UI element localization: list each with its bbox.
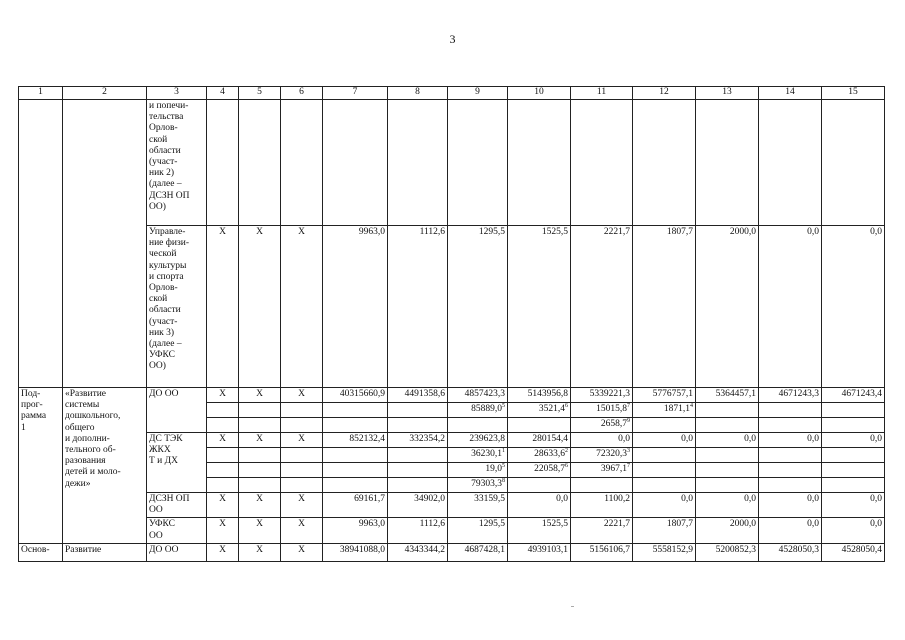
table-cell [696, 518, 759, 543]
table-cell [508, 543, 571, 561]
table-cell [147, 543, 207, 561]
cell-text: Х [298, 544, 305, 555]
column-header-14: 14 [759, 87, 822, 100]
table-cell [239, 100, 281, 226]
footnote-marker: 5 [502, 402, 505, 409]
table-cell [448, 478, 508, 493]
table-cell [571, 463, 633, 478]
cell-text: Х [219, 227, 226, 237]
table-cell [822, 388, 885, 403]
cell-text: 5200852,3 [715, 544, 756, 555]
table-cell [759, 418, 822, 433]
table-cell [323, 448, 388, 463]
cell-text: 79303,3 [471, 479, 502, 489]
column-header-2: 2 [63, 87, 147, 100]
budget-table [18, 86, 885, 562]
cell-text: 4491358,6 [404, 389, 445, 399]
table-cell [759, 448, 822, 463]
table-cell [239, 543, 281, 561]
table-cell [633, 448, 696, 463]
table-cell [696, 493, 759, 518]
footnote-marker: 3 [627, 447, 630, 454]
table-cell [281, 543, 323, 561]
cell-text: 1295,5 [478, 519, 505, 530]
table-cell [448, 493, 508, 518]
cell-text: Развитие [65, 544, 102, 555]
cell-text: 36230,1 [471, 449, 502, 459]
table-cell [633, 403, 696, 418]
table-cell [696, 418, 759, 433]
cell-text: Х [298, 389, 305, 399]
cell-text: 15015,8 [596, 404, 627, 414]
table-cell [822, 448, 885, 463]
table-cell [207, 448, 239, 463]
table-cell [759, 388, 822, 403]
table-cell [323, 478, 388, 493]
cell-text: 28633,6 [534, 449, 565, 459]
cell-text: 1100,2 [604, 494, 630, 504]
table-cell [388, 478, 448, 493]
table-row [19, 100, 885, 226]
table-cell [147, 226, 207, 388]
cell-text: 1871,1 [663, 404, 690, 414]
table-cell [147, 493, 207, 518]
table-cell [571, 518, 633, 543]
cell-text: 22058,7 [534, 464, 565, 474]
cell-text: 0,0 [681, 494, 693, 504]
cell-text: 1807,7 [666, 227, 693, 237]
cell-text: 0,0 [807, 227, 819, 237]
cell-text: 0,0 [870, 519, 882, 530]
cell-text: «Развитие системы дошкольного, общего и дополни- тельного об- разования детей и моло- дежи» [65, 389, 121, 489]
footnote-marker: 5 [502, 462, 505, 469]
cell-text: 19,0 [485, 464, 502, 474]
table-cell [323, 418, 388, 433]
table-cell [239, 418, 281, 433]
table-cell [822, 100, 885, 226]
footnote-marker: 7 [627, 402, 630, 409]
table-cell [239, 463, 281, 478]
cell-text: 332354,2 [409, 434, 445, 444]
table-cell [759, 478, 822, 493]
table-cell [63, 543, 147, 561]
cell-text: Х [256, 519, 263, 530]
cell-text: 280154,4 [532, 434, 568, 444]
table-cell [388, 100, 448, 226]
table-cell [571, 478, 633, 493]
table-cell [696, 100, 759, 226]
cell-text: 4857423,3 [464, 389, 505, 399]
table-cell [759, 226, 822, 388]
cell-text: 5364457,1 [715, 389, 756, 399]
table-cell [822, 418, 885, 433]
cell-text: Х [298, 494, 305, 504]
column-header-11: 11 [571, 87, 633, 100]
scan-mark [571, 606, 574, 607]
header-row [19, 87, 885, 100]
table-cell [571, 403, 633, 418]
table-cell [448, 518, 508, 543]
column-header-3: 3 [147, 87, 207, 100]
table-cell [281, 418, 323, 433]
table-cell [508, 448, 571, 463]
table-cell [323, 543, 388, 561]
table-cell [207, 403, 239, 418]
table-cell [207, 493, 239, 518]
table-row [19, 433, 885, 448]
table-cell [633, 518, 696, 543]
cell-text: 4687428,1 [464, 544, 505, 555]
cell-text: Х [256, 389, 263, 399]
cell-text: 1807,7 [666, 519, 693, 530]
table-cell [508, 418, 571, 433]
table-cell [388, 418, 448, 433]
table-cell [63, 388, 147, 544]
cell-text: 0,0 [807, 519, 819, 530]
table-cell [207, 433, 239, 448]
table-cell [696, 226, 759, 388]
cell-text: Х [298, 519, 305, 530]
cell-text: 4671243,4 [841, 389, 882, 399]
cell-text: 9963,0 [358, 519, 385, 530]
table-cell [207, 226, 239, 388]
table-cell [696, 433, 759, 448]
cell-text: 5339221,3 [589, 389, 630, 399]
table-cell [822, 433, 885, 448]
table-cell [207, 478, 239, 493]
cell-text: Х [298, 434, 305, 444]
cell-text: Х [219, 544, 226, 555]
table-cell [281, 493, 323, 518]
column-header-15: 15 [822, 87, 885, 100]
table-cell [323, 403, 388, 418]
column-header-5: 5 [239, 87, 281, 100]
table-cell [822, 493, 885, 518]
table-cell [696, 478, 759, 493]
table-body [19, 87, 885, 562]
footnote-marker: 6 [565, 402, 568, 409]
table-cell [508, 388, 571, 403]
table-cell [508, 493, 571, 518]
cell-text: Х [219, 389, 226, 399]
cell-text: и попечи- тельства Орлов- ской области (участ- ник 2) (далее – ДСЗН ОП ОО) [149, 101, 190, 212]
table-cell [281, 433, 323, 448]
table-cell [19, 543, 63, 561]
cell-text: 34902,0 [414, 494, 445, 504]
cell-text: Основ- [21, 544, 50, 555]
table-cell [323, 226, 388, 388]
cell-text: 33159,5 [474, 494, 505, 504]
table-cell [759, 543, 822, 561]
table-cell [147, 100, 207, 226]
cell-text: 0,0 [556, 494, 568, 504]
cell-text: 2221,7 [603, 519, 630, 530]
table-cell [239, 518, 281, 543]
table-cell [281, 478, 323, 493]
cell-text: 0,0 [681, 434, 693, 444]
cell-text: 69161,7 [354, 494, 385, 504]
cell-text: ДО ОО [149, 389, 179, 399]
cell-text: 0,0 [744, 494, 756, 504]
cell-text: ДО ОО [149, 544, 179, 555]
cell-text: 5776757,1 [652, 389, 693, 399]
cell-text: 0,0 [807, 494, 819, 504]
cell-text: 1112,6 [419, 519, 445, 530]
table-cell [239, 226, 281, 388]
cell-text: 72320,3 [596, 449, 627, 459]
table-cell [323, 388, 388, 403]
table-cell [239, 493, 281, 518]
cell-text: 2221,7 [603, 227, 630, 237]
cell-text: Х [219, 434, 226, 444]
table-cell [448, 418, 508, 433]
table-cell [207, 100, 239, 226]
table-cell [571, 543, 633, 561]
table-cell [19, 100, 63, 388]
footnote-marker: 8 [502, 477, 505, 484]
table-cell [147, 518, 207, 543]
table-cell [281, 388, 323, 403]
cell-text: 4528050,4 [841, 544, 882, 555]
cell-text: 0,0 [870, 434, 882, 444]
table-cell [63, 100, 147, 388]
cell-text: 3967,1 [600, 464, 627, 474]
table-cell [448, 403, 508, 418]
cell-text: 40315660,9 [339, 389, 385, 399]
table-cell [323, 463, 388, 478]
table-cell [822, 463, 885, 478]
table-cell [571, 100, 633, 226]
footnote-marker: 2 [565, 447, 568, 454]
table-cell [448, 100, 508, 226]
table-cell [822, 478, 885, 493]
cell-text: 0,0 [618, 434, 630, 444]
table-cell [822, 543, 885, 561]
table-cell [759, 433, 822, 448]
table-row [19, 518, 885, 543]
cell-text: 9963,0 [358, 227, 385, 237]
cell-text: 2000,0 [729, 519, 756, 530]
table-cell [388, 448, 448, 463]
cell-text: Управле- ние физи- ческой культуры и спорта Орлов- ской области (участ- ник 3) (далее – УФКС ОО) [149, 227, 189, 372]
table-cell [633, 226, 696, 388]
column-header-12: 12 [633, 87, 696, 100]
table-cell [207, 418, 239, 433]
cell-text: Х [256, 494, 263, 504]
table-cell [388, 388, 448, 403]
table-cell [822, 403, 885, 418]
page-number: 3 [449, 32, 456, 46]
cell-text: 1112,6 [419, 227, 445, 237]
table-cell [323, 433, 388, 448]
table-cell [759, 493, 822, 518]
table-cell [759, 403, 822, 418]
table-cell [388, 493, 448, 518]
table-cell [633, 463, 696, 478]
table-row [19, 493, 885, 518]
table-cell [207, 518, 239, 543]
cell-text: Х [298, 227, 305, 237]
table-cell [571, 226, 633, 388]
footnote-marker: 1 [502, 447, 505, 454]
table-cell [147, 388, 207, 433]
footnote-marker: 7 [627, 462, 630, 469]
table-cell [281, 518, 323, 543]
table-cell [448, 448, 508, 463]
cell-text: 4528050,3 [778, 544, 819, 555]
table-cell [147, 433, 207, 493]
cell-text: 4671243,3 [778, 389, 819, 399]
cell-text: 0,0 [744, 434, 756, 444]
table-cell [448, 433, 508, 448]
table-cell [388, 518, 448, 543]
table-cell [633, 388, 696, 403]
table-cell [633, 433, 696, 448]
footnote-marker: 9 [627, 417, 630, 424]
table-cell [696, 543, 759, 561]
table-cell [571, 388, 633, 403]
table-cell [571, 418, 633, 433]
column-header-6: 6 [281, 87, 323, 100]
cell-text: Х [256, 227, 263, 237]
table-cell [388, 403, 448, 418]
table-cell [696, 463, 759, 478]
table-cell [696, 388, 759, 403]
cell-text: Х [256, 544, 263, 555]
table-cell [508, 463, 571, 478]
table-cell [281, 463, 323, 478]
table-cell [239, 403, 281, 418]
table-cell [239, 433, 281, 448]
table-cell [508, 100, 571, 226]
table-cell [207, 388, 239, 403]
cell-text: 0,0 [807, 434, 819, 444]
table-cell [508, 226, 571, 388]
table-cell [239, 388, 281, 403]
column-header-9: 9 [448, 87, 508, 100]
table-cell [388, 543, 448, 561]
table-cell [508, 433, 571, 448]
cell-text: Х [256, 434, 263, 444]
column-header-8: 8 [388, 87, 448, 100]
cell-text: 2000,0 [729, 227, 756, 237]
cell-text: 38941088,0 [339, 544, 385, 555]
table-cell [281, 226, 323, 388]
table-cell [508, 403, 571, 418]
cell-text: 5143956,8 [527, 389, 568, 399]
table-cell [448, 388, 508, 403]
table-cell [323, 518, 388, 543]
cell-text: 0,0 [870, 227, 882, 237]
table-cell [759, 100, 822, 226]
table-cell [239, 448, 281, 463]
table-cell [759, 463, 822, 478]
table-cell [822, 518, 885, 543]
table-cell [281, 448, 323, 463]
table-cell [19, 388, 63, 544]
cell-text: 4343344,2 [404, 544, 445, 555]
table-row [19, 388, 885, 403]
table-cell [633, 418, 696, 433]
cell-text: 4939103,1 [527, 544, 568, 555]
column-header-1: 1 [19, 87, 63, 100]
table-cell [388, 433, 448, 448]
table-cell [633, 543, 696, 561]
table-cell [448, 226, 508, 388]
table-cell [633, 100, 696, 226]
table-cell [323, 493, 388, 518]
cell-text: 3521,4 [538, 404, 565, 414]
table-cell [633, 493, 696, 518]
table-cell [571, 493, 633, 518]
cell-text: УФКС ОО [149, 519, 175, 541]
cell-text: ДСЗН ОП ОО [149, 494, 190, 516]
column-header-13: 13 [696, 87, 759, 100]
table-cell [448, 543, 508, 561]
table-cell [448, 463, 508, 478]
table-cell [281, 100, 323, 226]
table-cell [571, 448, 633, 463]
footnote-marker: 4 [690, 402, 693, 409]
cell-text: 239623,8 [469, 434, 505, 444]
cell-text: 1295,5 [478, 227, 505, 237]
table-cell [822, 226, 885, 388]
table-cell [508, 518, 571, 543]
table-cell [281, 403, 323, 418]
column-header-10: 10 [508, 87, 571, 100]
table-cell [759, 518, 822, 543]
table-cell [207, 543, 239, 561]
table-row [19, 543, 885, 561]
table-cell [508, 478, 571, 493]
cell-text: 0,0 [870, 494, 882, 504]
cell-text: 1525,5 [541, 227, 568, 237]
table-cell [571, 433, 633, 448]
table-cell [207, 463, 239, 478]
column-header-4: 4 [207, 87, 239, 100]
table-cell [633, 478, 696, 493]
cell-text: Под- прог- рамма 1 [21, 389, 47, 433]
cell-text: 85889,0 [471, 404, 502, 414]
cell-text: ДС ТЭК ЖКХ Т и ДХ [149, 434, 183, 467]
footnote-marker: 6 [565, 462, 568, 469]
cell-text: 852132,4 [349, 434, 385, 444]
table-cell [388, 463, 448, 478]
cell-text: 2658,7 [600, 419, 627, 429]
table-cell [323, 100, 388, 226]
cell-text: Х [219, 494, 226, 504]
cell-text: 5558152,9 [652, 544, 693, 555]
column-header-7: 7 [323, 87, 388, 100]
table-cell [388, 226, 448, 388]
table-cell [696, 448, 759, 463]
table-cell [239, 478, 281, 493]
table-cell [696, 403, 759, 418]
cell-text: 5156106,7 [589, 544, 630, 555]
table-row [19, 226, 885, 388]
cell-text: Х [219, 519, 226, 530]
cell-text: 1525,5 [541, 519, 568, 530]
